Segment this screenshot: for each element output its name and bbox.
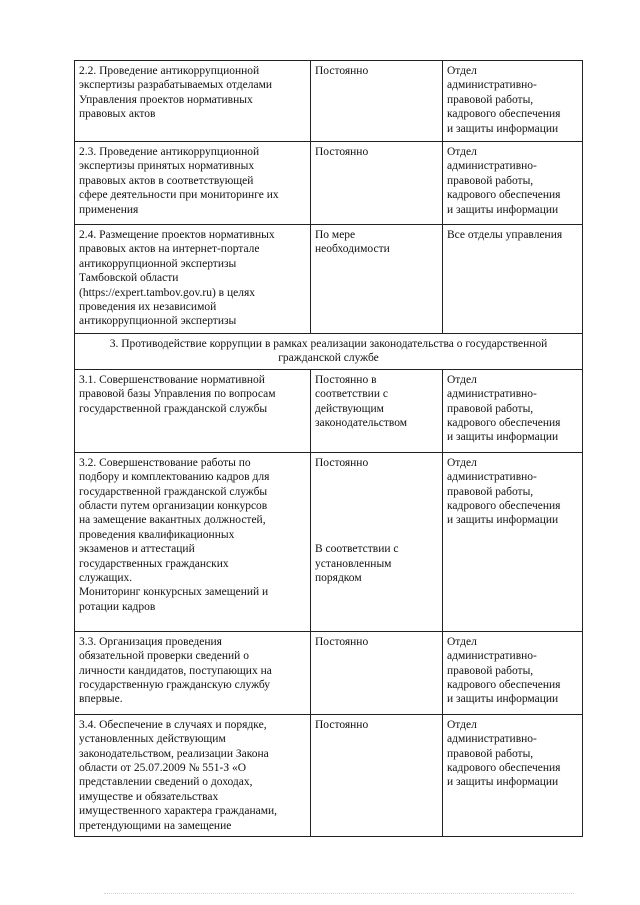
measure-cell: 2.3. Проведение антикоррупционной экспертизы принятых нормативных правовых актов в соответствующей сфере деятельности при мониторинге их применения bbox=[75, 142, 311, 225]
deadline-cell: По мере необходимости bbox=[311, 225, 443, 334]
responsible-cell: Отдел административно- правовой работы, кадрового обеспечения и защиты информации bbox=[443, 631, 583, 714]
deadline-cell: Постоянно bbox=[311, 714, 443, 836]
table-row bbox=[75, 61, 583, 142]
deadline-text: Постоянно bbox=[315, 456, 369, 469]
table-row bbox=[75, 714, 583, 836]
responsible-cell: Отдел административно- правовой работы, кадрового обеспечения и защиты информации bbox=[443, 452, 583, 631]
deadline-cell: Постоянно bbox=[311, 631, 443, 714]
deadline-text-secondary: В соответствии с установленным порядком bbox=[315, 543, 399, 585]
responsible-cell: Отдел административно- правовой работы, кадрового обеспечения и защиты информации bbox=[443, 142, 583, 225]
deadline-cell bbox=[311, 452, 443, 631]
responsible-cell: Все отделы управления bbox=[443, 225, 583, 334]
measure-cell: 3.3. Организация проведения обязательной проверки сведений о личности кандидатов, поступающих на государственную гражданскую службу впервые. bbox=[75, 631, 311, 714]
table-row bbox=[75, 142, 583, 225]
responsible-cell: Отдел административно- правовой работы, кадрового обеспечения и защиты информации bbox=[443, 61, 583, 142]
measure-cell: 2.2. Проведение антикоррупционной экспертизы разрабатываемых отделами Управления проектов нормативных правовых актов bbox=[75, 61, 311, 142]
measure-cell: 3.4. Обеспечение в случаях и порядке, установленных действующим законодательством, реализации Закона области от 25.07.2009 № 551-З «О представлении сведений о доходах, имуществе и обязательствах имущественного характера гражданами, претендующими на замещение bbox=[75, 714, 311, 836]
deadline-cell: Постоянно в соответствии с действующим законодательством bbox=[311, 369, 443, 452]
responsible-cell: Отдел административно- правовой работы, кадрового обеспечения и защиты информации bbox=[443, 714, 583, 836]
section-title: 3. Противодействие коррупции в рамках реализации законодательства о государственной гражданской службе bbox=[75, 334, 583, 370]
table-row bbox=[75, 225, 583, 334]
scan-edge-artifact bbox=[104, 893, 574, 900]
deadline-cell: Постоянно bbox=[311, 61, 443, 142]
measure-cell: 2.4. Размещение проектов нормативных правовых актов на интернет-портале антикоррупционной экспертизы Тамбовской области (https://expert.tambov.gov.ru) в целях проведения их независимой антикоррупционной экспертизы bbox=[75, 225, 311, 334]
table-row bbox=[75, 631, 583, 714]
measure-cell: 3.1. Совершенствование нормативной правовой базы Управления по вопросам государственной гражданской службы bbox=[75, 369, 311, 452]
measure-cell: 3.2. Совершенствование работы по подбору и комплектованию кадров для государственной гражданской службы области путем организации конкурсов на замещение вакантных должностей, проведения квалификационных экзаменов и аттестаций государственных гражданских служащих. Мониторинг конкурсных замещений и ротации кадров bbox=[75, 452, 311, 631]
section-header-row bbox=[75, 334, 583, 370]
table-row bbox=[75, 452, 583, 631]
table-row bbox=[75, 369, 583, 452]
deadline-cell: Постоянно bbox=[311, 142, 443, 225]
responsible-cell: Отдел административно- правовой работы, кадрового обеспечения и защиты информации bbox=[443, 369, 583, 452]
anticorruption-plan-table bbox=[74, 60, 583, 837]
